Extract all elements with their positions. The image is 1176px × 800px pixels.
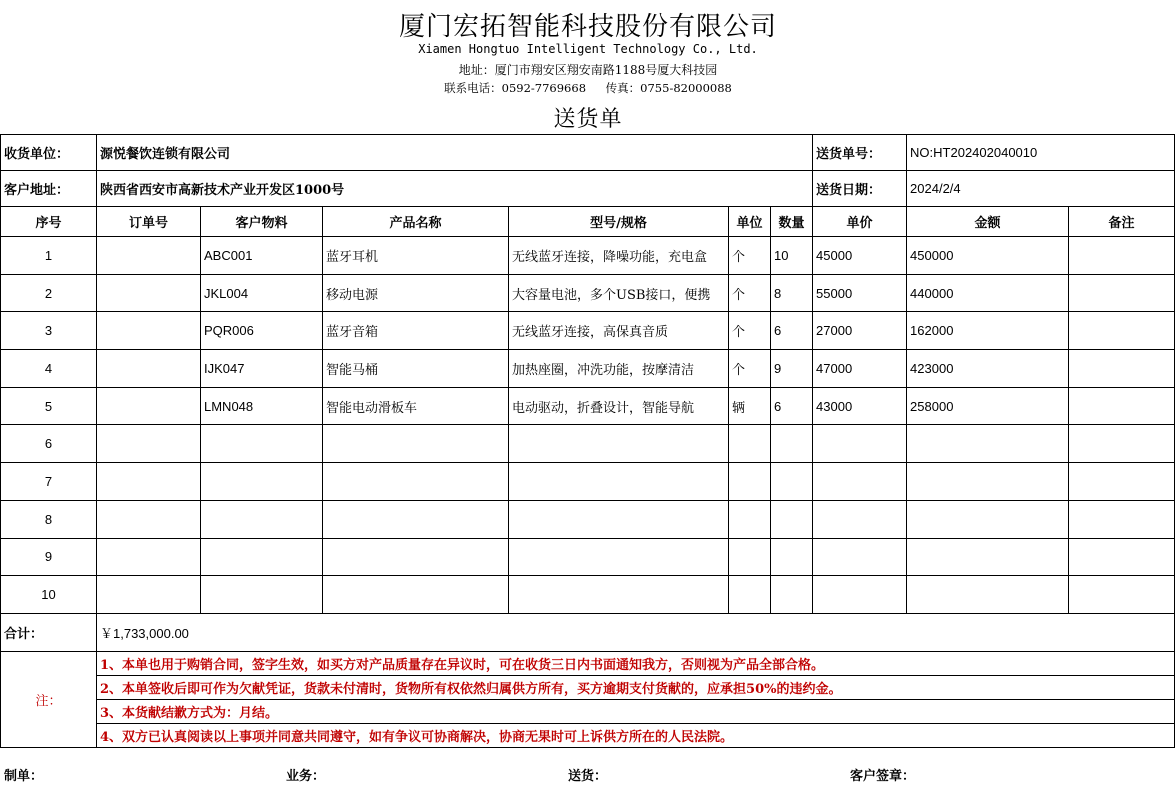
product-name-cell: 蓝牙耳机: [323, 237, 509, 275]
col-header-price: 单价: [813, 207, 907, 237]
remark-cell: [1069, 576, 1175, 614]
unit-price-cell: 27000: [813, 312, 907, 350]
unit-price-cell: 43000: [813, 387, 907, 425]
amount-cell: [907, 425, 1069, 463]
remark-cell: [1069, 350, 1175, 388]
remark-cell: [1069, 500, 1175, 538]
spec-cell: 大容量电池，多个USB接口，便携: [509, 274, 729, 312]
product-name-cell: [323, 576, 509, 614]
unit-price-cell: [813, 500, 907, 538]
remark-cell: [1069, 463, 1175, 501]
col-header-qty: 数量: [771, 207, 813, 237]
document-title: 送货单: [553, 107, 623, 132]
company-phone: 联系电话：0592-7769668: [444, 81, 587, 95]
order-no-cell: [97, 576, 201, 614]
qty-cell: [771, 425, 813, 463]
customer-address-value: 陕西省西安市高新技术产业开发区1000号: [97, 171, 813, 207]
signature-delivery: 送货：: [568, 769, 608, 784]
unit-price-cell: 47000: [813, 350, 907, 388]
company-name: 厦门宏拓智能科技股份有限公司: [398, 12, 777, 42]
order-no-cell: [97, 500, 201, 538]
col-header-order: 订单号: [97, 207, 201, 237]
row-no: 2: [1, 274, 97, 312]
material-cell: JKL004: [201, 274, 323, 312]
material-cell: [201, 500, 323, 538]
row-no: 9: [1, 538, 97, 576]
qty-cell: [771, 463, 813, 501]
row-no: 6: [1, 425, 97, 463]
spec-cell: 无线蓝牙连接，高保真音质: [509, 312, 729, 350]
col-header-product: 产品名称: [323, 207, 509, 237]
delivery-date-value: 2024/2/4: [907, 171, 1175, 207]
amount-cell: [907, 463, 1069, 501]
material-cell: [201, 538, 323, 576]
table-row: [1, 538, 1175, 576]
company-contact: [0, 80, 1176, 96]
qty-cell: [771, 538, 813, 576]
product-name-cell: 智能电动滑板车: [323, 387, 509, 425]
amount-cell: 440000: [907, 274, 1069, 312]
unit-cell: 个: [729, 350, 771, 388]
order-no-cell: [97, 387, 201, 425]
col-header-unit: 单位: [729, 207, 771, 237]
unit-price-cell: [813, 463, 907, 501]
table-row: [1, 463, 1175, 501]
unit-price-cell: 45000: [813, 237, 907, 275]
total-row: [1, 613, 1175, 651]
note-row: [1, 675, 1175, 699]
row-no: 8: [1, 500, 97, 538]
material-cell: [201, 463, 323, 501]
qty-cell: 9: [771, 350, 813, 388]
table-row: [1, 425, 1175, 463]
amount-cell: [907, 538, 1069, 576]
table-row: [1, 350, 1175, 388]
delivery-no-value: NO:HT202402040010: [907, 135, 1175, 171]
total-value: ￥1,733,000.00: [97, 613, 1175, 651]
remark-cell: [1069, 425, 1175, 463]
amount-cell: 162000: [907, 312, 1069, 350]
amount-cell: 450000: [907, 237, 1069, 275]
remark-cell: [1069, 274, 1175, 312]
receiver-value: 源悦餐饮连锁有限公司: [97, 135, 813, 171]
material-cell: IJK047: [201, 350, 323, 388]
remark-cell: [1069, 312, 1175, 350]
receiver-label: 收货单位：: [1, 135, 97, 171]
unit-cell: 个: [729, 274, 771, 312]
unit-cell: [729, 500, 771, 538]
notes-label: 注：: [1, 651, 97, 747]
table-row: [1, 387, 1175, 425]
unit-price-cell: [813, 576, 907, 614]
row-no: 3: [1, 312, 97, 350]
qty-cell: 6: [771, 312, 813, 350]
spec-cell: 加热座圈，冲洗功能，按摩清洁: [509, 350, 729, 388]
unit-cell: [729, 576, 771, 614]
customer-address-label: 客户地址：: [1, 171, 97, 207]
address-row: [1, 171, 1175, 207]
signature-customer: 客户签章：: [850, 769, 916, 784]
spec-cell: [509, 538, 729, 576]
remark-cell: [1069, 237, 1175, 275]
table-row: [1, 312, 1175, 350]
order-no-cell: [97, 350, 201, 388]
product-name-cell: 智能马桶: [323, 350, 509, 388]
note-item: 2、本单签收后即可作为欠献凭证，货款未付清时，货物所有权依然归属供方所有，买方逾期支付货献的，应承担50%的违约金。: [97, 675, 1175, 699]
delivery-no-label: 送货单号：: [813, 135, 907, 171]
order-no-cell: [97, 274, 201, 312]
product-name-cell: 移动电源: [323, 274, 509, 312]
delivery-date-label: 送货日期：: [813, 171, 907, 207]
order-no-cell: [97, 425, 201, 463]
column-header-row: [1, 207, 1175, 237]
qty-cell: 8: [771, 274, 813, 312]
table-row: [1, 500, 1175, 538]
row-no: 1: [1, 237, 97, 275]
unit-price-cell: [813, 425, 907, 463]
table-row: [1, 576, 1175, 614]
product-name-cell: [323, 463, 509, 501]
order-no-cell: [97, 237, 201, 275]
spec-cell: [509, 576, 729, 614]
col-header-material: 客户物料: [201, 207, 323, 237]
qty-cell: 6: [771, 387, 813, 425]
amount-cell: [907, 500, 1069, 538]
spec-cell: [509, 425, 729, 463]
row-no: 5: [1, 387, 97, 425]
unit-price-cell: 55000: [813, 274, 907, 312]
delivery-table: [0, 134, 1175, 748]
note-row: [1, 699, 1175, 723]
product-name-cell: [323, 500, 509, 538]
note-item: 1、本单也用于购销合同，签字生效，如买方对产品质量存在异议时，可在收货三日内书面通知我方，否则视为产品全部合格。: [97, 651, 1175, 675]
amount-cell: [907, 576, 1069, 614]
company-name-en: Xiamen Hongtuo Intelligent Technology Co., Ltd.: [418, 42, 758, 56]
note-row: [1, 651, 1175, 675]
unit-cell: 辆: [729, 387, 771, 425]
unit-price-cell: [813, 538, 907, 576]
order-no-cell: [97, 538, 201, 576]
unit-cell: [729, 463, 771, 501]
table-row: [1, 237, 1175, 275]
receiver-row: [1, 135, 1175, 171]
spec-cell: 电动驱动，折叠设计，智能导航: [509, 387, 729, 425]
amount-cell: 258000: [907, 387, 1069, 425]
qty-cell: 10: [771, 237, 813, 275]
spec-cell: 无线蓝牙连接，降噪功能，充电盒: [509, 237, 729, 275]
material-cell: ABC001: [201, 237, 323, 275]
material-cell: [201, 425, 323, 463]
qty-cell: [771, 576, 813, 614]
unit-cell: 个: [729, 312, 771, 350]
note-item: 4、双方已认真阅读以上事项并同意共同遵守，如有争议可协商解决，协商无果时可上诉供方所在的人民法院。: [97, 723, 1175, 747]
company-fax: 传真：0755-82000088: [605, 81, 732, 95]
qty-cell: [771, 500, 813, 538]
unit-cell: [729, 425, 771, 463]
spec-cell: [509, 500, 729, 538]
remark-cell: [1069, 538, 1175, 576]
signature-sales: 业务：: [286, 769, 326, 784]
col-header-spec: 型号/规格: [509, 207, 729, 237]
row-no: 7: [1, 463, 97, 501]
col-header-remark: 备注: [1069, 207, 1175, 237]
col-header-no: 序号: [1, 207, 97, 237]
unit-cell: [729, 538, 771, 576]
product-name-cell: [323, 425, 509, 463]
note-item: 3、本货献结歉方式为：月结。: [97, 699, 1175, 723]
col-header-amount: 金额: [907, 207, 1069, 237]
amount-cell: 423000: [907, 350, 1069, 388]
material-cell: LMN048: [201, 387, 323, 425]
table-row: [1, 274, 1175, 312]
unit-cell: 个: [729, 237, 771, 275]
order-no-cell: [97, 312, 201, 350]
remark-cell: [1069, 387, 1175, 425]
row-no: 4: [1, 350, 97, 388]
note-row: [1, 723, 1175, 747]
product-name-cell: 蓝牙音箱: [323, 312, 509, 350]
spec-cell: [509, 463, 729, 501]
order-no-cell: [97, 463, 201, 501]
row-no: 10: [1, 576, 97, 614]
product-name-cell: [323, 538, 509, 576]
company-address: 地址：厦门市翔安区翔安南路1188号厦大科技园: [458, 63, 718, 77]
signature-maker: 制单：: [4, 769, 44, 784]
total-label: 合计：: [1, 613, 97, 651]
material-cell: [201, 576, 323, 614]
material-cell: PQR006: [201, 312, 323, 350]
